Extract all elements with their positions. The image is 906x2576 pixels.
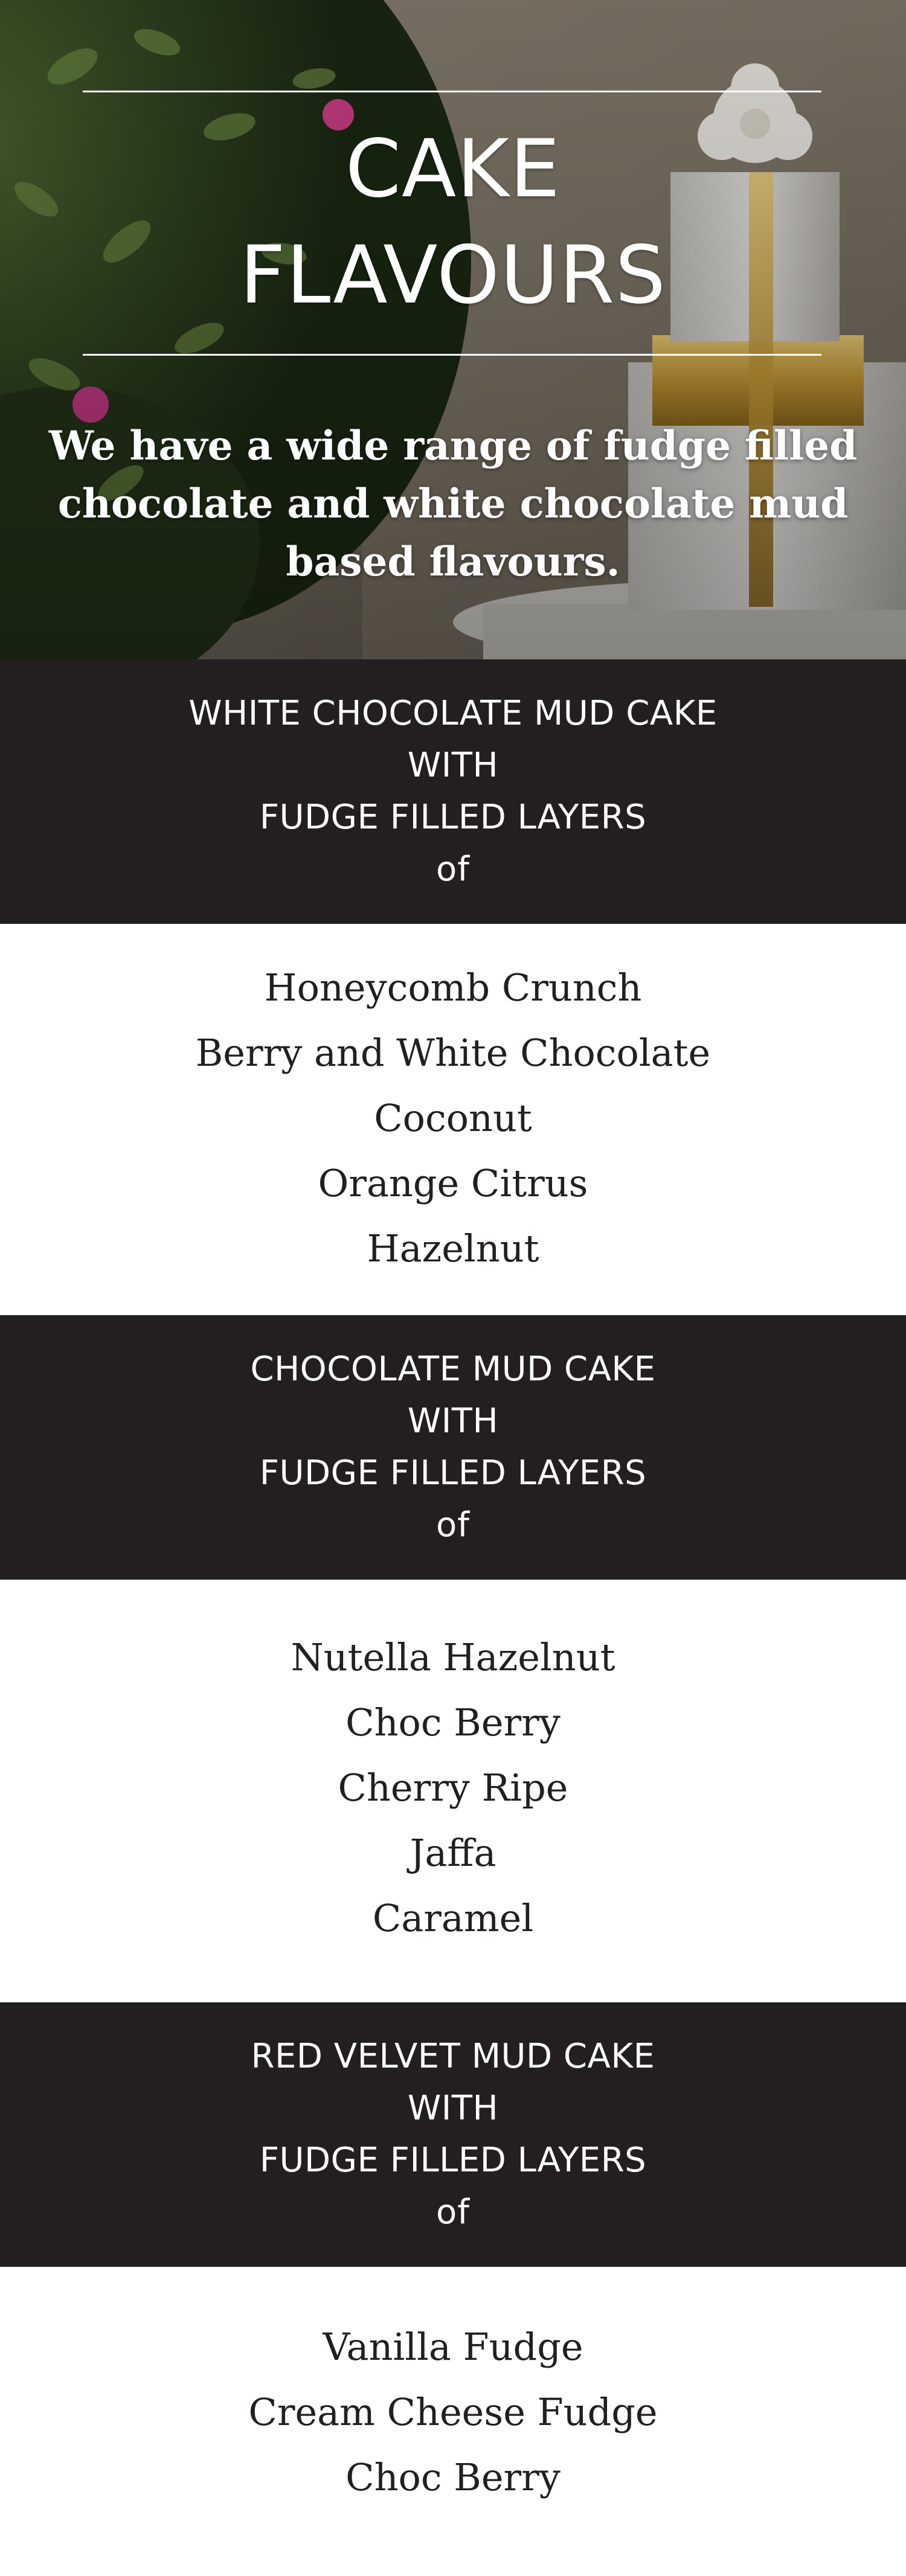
list-item: Berry and White Chocolate	[195, 1031, 711, 1075]
list-item: Choc Berry	[345, 1700, 561, 1745]
heading-of: of	[436, 850, 470, 889]
heading-with: WITH	[407, 2089, 499, 2128]
flavour-list-chocolate	[0, 1625, 906, 1951]
list-item: Honeycomb Crunch	[264, 966, 642, 1010]
heading-of: of	[436, 1505, 470, 1545]
intro-text: We have a wide range of fudge filled chocolate and white chocolate mud based flavours.	[48, 422, 858, 585]
list-item: Cream Cheese Fudge	[248, 2390, 658, 2434]
hero-bottom-divider	[83, 354, 821, 356]
heading-of: of	[436, 2193, 470, 2232]
heading-cake-type: WHITE CHOCOLATE MUD CAKE	[188, 694, 718, 733]
list-item: Hazelnut	[367, 1226, 539, 1270]
heading-cake-type: RED VELVET MUD CAKE	[251, 2037, 655, 2076]
list-item: Caramel	[372, 1896, 534, 1940]
list-item: Choc Berry	[345, 2455, 561, 2499]
heading-fudge-layers: FUDGE FILLED LAYERS	[259, 2141, 647, 2180]
list-item: Cherry Ripe	[338, 1766, 568, 1810]
section-heading-white-chocolate	[0, 659, 906, 924]
list-item: Coconut	[374, 1096, 532, 1140]
heading-with: WITH	[407, 746, 499, 785]
list-item: Nutella Hazelnut	[291, 1635, 615, 1679]
list-item: Jaffa	[410, 1831, 496, 1875]
list-item: Vanilla Fudge	[323, 2325, 583, 2369]
page-title-line-1: CAKE	[345, 123, 561, 216]
hero-top-divider	[83, 91, 821, 92]
page-title-line-2: FLAVOURS	[239, 229, 667, 322]
section-heading-red-velvet	[0, 2002, 906, 2267]
hero-banner	[0, 0, 906, 659]
heading-fudge-layers: FUDGE FILLED LAYERS	[259, 1453, 647, 1493]
list-item: Orange Citrus	[318, 1161, 588, 1205]
section-heading-chocolate	[0, 1315, 906, 1580]
heading-fudge-layers: FUDGE FILLED LAYERS	[259, 798, 647, 837]
heading-with: WITH	[407, 1402, 499, 1441]
page-title	[151, 116, 755, 328]
flavour-list-white-chocolate	[0, 955, 906, 1281]
flavour-list-red-velvet	[0, 2315, 906, 2510]
heading-cake-type: CHOCOLATE MUD CAKE	[250, 1350, 656, 1389]
